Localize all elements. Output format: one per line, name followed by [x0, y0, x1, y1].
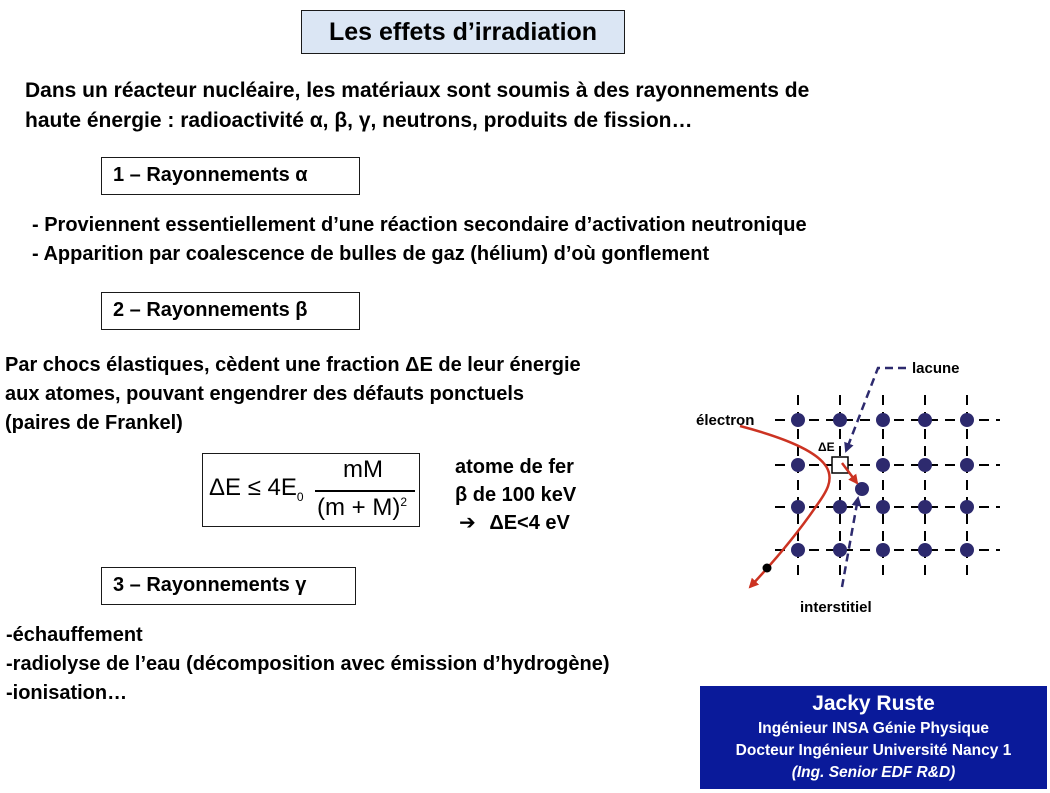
lattice-atom	[833, 543, 847, 557]
vacancy-pointer-arrow	[846, 368, 906, 451]
interstitiel-label: interstitiel	[800, 599, 872, 616]
formula-numerator: mM	[343, 456, 383, 483]
page-title: Les effets d’irradiation	[301, 10, 625, 54]
lattice-atom	[876, 413, 890, 427]
intro-paragraph	[25, 76, 1025, 136]
energy-formula	[202, 453, 420, 527]
formula-subscript: 0	[296, 489, 304, 504]
iron-example-line: atome de fer	[455, 456, 574, 478]
lattice-atom	[960, 458, 974, 472]
author-box	[700, 686, 1047, 789]
author-title-1: Ingénieur INSA Génie Physique	[757, 720, 990, 737]
electron-label: électron	[696, 412, 755, 429]
lattice-atom	[833, 500, 847, 514]
lattice-atom	[918, 413, 932, 427]
lattice-atom	[876, 500, 890, 514]
right-arrow-icon: ➔	[459, 512, 476, 534]
lattice-atom	[791, 413, 805, 427]
section-2-heading: 2 – Rayonnements β	[101, 292, 360, 330]
section-2-line: aux atomes, pouvant engendrer des défauts ponctuels	[5, 383, 525, 405]
lattice-atom	[918, 458, 932, 472]
section-1-bullets	[32, 211, 807, 269]
lattice-atom	[876, 543, 890, 557]
electron-dot	[763, 564, 772, 573]
lattice-atom	[876, 458, 890, 472]
section-3-heading: 3 – Rayonnements γ	[101, 567, 356, 605]
section-2-text	[5, 351, 581, 438]
author-title-3: (Ing. Senior EDF R&D)	[791, 764, 956, 781]
lattice-atom	[918, 543, 932, 557]
section-1-heading: 1 – Rayonnements α	[101, 157, 360, 195]
lattice-atom	[918, 500, 932, 514]
section-2-line: Par chocs élastiques, cèdent une fraction ΔE de leur énergie	[5, 354, 581, 376]
lattice-atom	[791, 543, 805, 557]
author-title-2: Docteur Ingénieur Université Nancy 1	[735, 742, 1012, 759]
lattice-atom	[960, 413, 974, 427]
vacancy-marker	[832, 457, 848, 473]
fraction-bar	[315, 490, 415, 492]
intro-line-2: haute énergie : radioactivité α, β, γ, neutrons, produits de fission…	[25, 109, 693, 132]
delta-e-label: ΔE	[818, 440, 835, 454]
iron-example	[445, 453, 615, 537]
section-3-bullet: -radiolyse de l’eau (décomposition avec émission d’hydrogène)	[6, 653, 610, 675]
iron-example-result: ➔ ΔE<4 eV	[459, 512, 570, 534]
section-1-bullet: - Apparition par coalescence de bulles de gaz (hélium) d’où gonflement	[32, 243, 710, 265]
section-3-bullet: -échauffement	[6, 624, 143, 646]
interstitial-atom	[855, 482, 869, 496]
section-3-bullet: -ionisation…	[6, 682, 128, 704]
section-1-bullet: - Proviennent essentiellement d’une réaction secondaire d’activation neutronique	[32, 214, 807, 236]
lattice-diagram	[690, 355, 1030, 620]
author-name: Jacky Ruste	[812, 692, 935, 715]
formula-exponent: 2	[400, 495, 408, 509]
formula-lhs: $\Delta E \le 4E_0$	[209, 474, 304, 504]
lattice-atom	[791, 500, 805, 514]
section-3-bullets	[6, 621, 610, 708]
section-2-line: (paires de Frankel)	[5, 412, 183, 434]
lacune-label: lacune	[912, 360, 960, 377]
iron-example-line: β de 100 keV	[455, 484, 577, 506]
intro-line-1: Dans un réacteur nucléaire, les matériaux sont soumis à des rayonnements de	[25, 79, 810, 102]
lattice-atom	[791, 458, 805, 472]
lattice-atom	[960, 543, 974, 557]
lattice-atom	[960, 500, 974, 514]
lattice-atom	[833, 413, 847, 427]
formula-denominator: $(m + M)^2$	[317, 494, 408, 521]
